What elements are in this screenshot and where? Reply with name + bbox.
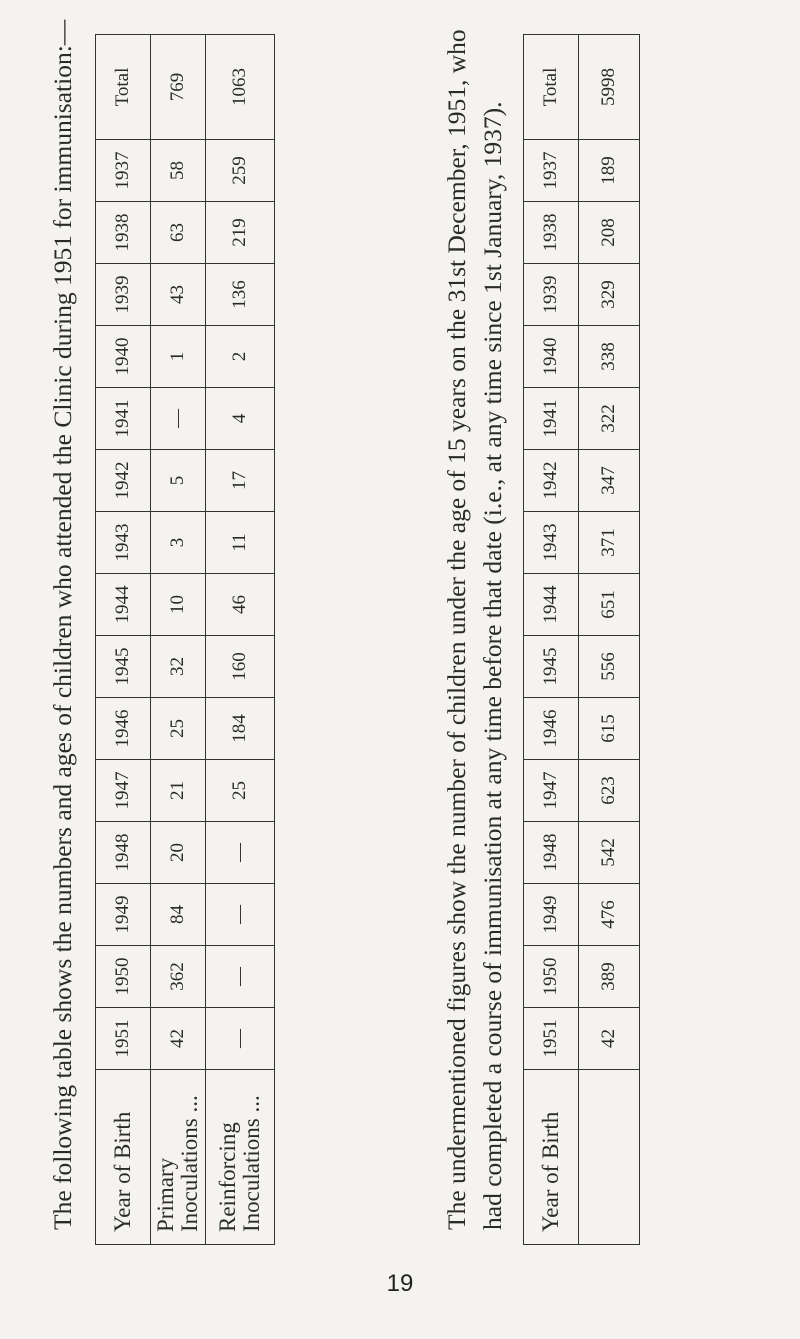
completed-immunisation-table [523,34,640,1245]
year-cell: 1943 [524,512,579,574]
total-header: Total [524,35,579,140]
year-cell: 1937 [524,140,579,202]
value-cell: 259 [206,140,275,202]
blank-label-cell [579,1070,640,1245]
value-cell: 184 [206,698,275,760]
value-cell: 2 [206,326,275,388]
year-cell: 1939 [524,264,579,326]
value-cell: 389 [579,946,640,1008]
value-cell: 11 [206,512,275,574]
value-cell: 189 [579,140,640,202]
value-cell: — [151,388,206,450]
total-cell: 769 [151,35,206,140]
year-cell: 1948 [96,822,151,884]
value-cell: 1 [151,326,206,388]
value-cell: 42 [151,1008,206,1070]
value-cell: 329 [579,264,640,326]
value-cell: 21 [151,760,206,822]
year-cell: 1949 [524,884,579,946]
value-cell: 219 [206,202,275,264]
reinforcing-inoculations-label: Reinforcing Inoculations ... [206,1070,275,1245]
value-cell: 322 [579,388,640,450]
value-cell: 4 [206,388,275,450]
year-cell: 1938 [524,202,579,264]
year-cell: 1943 [96,512,151,574]
year-cell: 1946 [524,698,579,760]
value-cell: 371 [579,512,640,574]
year-cell: 1949 [96,884,151,946]
year-cell: 1944 [524,574,579,636]
value-cell: 42 [579,1008,640,1070]
year-cell: 1937 [96,140,151,202]
value-cell: 476 [579,884,640,946]
value-cell: 651 [579,574,640,636]
page-number: 19 [386,1270,414,1297]
value-cell: — [206,1008,275,1070]
value-cell: 362 [151,946,206,1008]
value-cell: — [206,884,275,946]
rotated-page-content [40,15,800,1255]
value-cell: 542 [579,822,640,884]
year-cell: 1938 [96,202,151,264]
year-cell: 1951 [96,1008,151,1070]
year-cell: 1951 [524,1008,579,1070]
value-cell: 347 [579,450,640,512]
year-cell: 1947 [524,760,579,822]
year-cell: 1941 [524,388,579,450]
value-cell: 20 [151,822,206,884]
value-cell: 32 [151,636,206,698]
value-cell: 25 [151,698,206,760]
value-cell: 63 [151,202,206,264]
value-cell: 17 [206,450,275,512]
table-row [579,35,640,1245]
value-cell: 43 [151,264,206,326]
year-cell: 1947 [96,760,151,822]
year-cell: 1944 [96,574,151,636]
year-cell: 1940 [524,326,579,388]
value-cell: 556 [579,636,640,698]
year-cell: 1942 [96,450,151,512]
caption-completed-course-line1: The undermentioned figures show the number of children under the age of 15 years on the 31st December, 1951, who [442,29,471,1230]
clinic-attendance-table [95,34,275,1245]
value-cell: — [206,822,275,884]
year-of-birth-label: Year of Birth [524,1070,579,1245]
value-cell: 5 [151,450,206,512]
table-row [206,35,275,1245]
year-cell: 1950 [524,946,579,1008]
year-cell: 1940 [96,326,151,388]
year-of-birth-label: Year of Birth [96,1070,151,1245]
primary-inoculations-label: Primary Inoculations ... [151,1070,206,1245]
value-cell: 10 [151,574,206,636]
year-cell: 1939 [96,264,151,326]
caption-completed-course-line2: had completed a course of immunisation at any time before that date (i.e., at any time since 1st January, 1937). [478,101,507,1230]
year-cell: 1950 [96,946,151,1008]
year-cell: 1941 [96,388,151,450]
year-cell: 1946 [96,698,151,760]
value-cell: 615 [579,698,640,760]
value-cell: 25 [206,760,275,822]
value-cell: 136 [206,264,275,326]
value-cell: 208 [579,202,640,264]
year-cell: 1942 [524,450,579,512]
table-row [96,35,151,1245]
value-cell: 84 [151,884,206,946]
value-cell: 338 [579,326,640,388]
value-cell: 58 [151,140,206,202]
table-row [151,35,206,1245]
table-row [524,35,579,1245]
caption-immunisation-clinic: The following table shows the numbers and ages of children who attended the Clinic during 1951 for immunisation:— [48,19,77,1230]
value-cell: 623 [579,760,640,822]
total-header: Total [96,35,151,140]
value-cell: 3 [151,512,206,574]
value-cell: 160 [206,636,275,698]
value-cell: 46 [206,574,275,636]
year-cell: 1945 [524,636,579,698]
total-cell: 1063 [206,35,275,140]
total-cell: 5998 [579,35,640,140]
year-cell: 1945 [96,636,151,698]
value-cell: — [206,946,275,1008]
year-cell: 1948 [524,822,579,884]
